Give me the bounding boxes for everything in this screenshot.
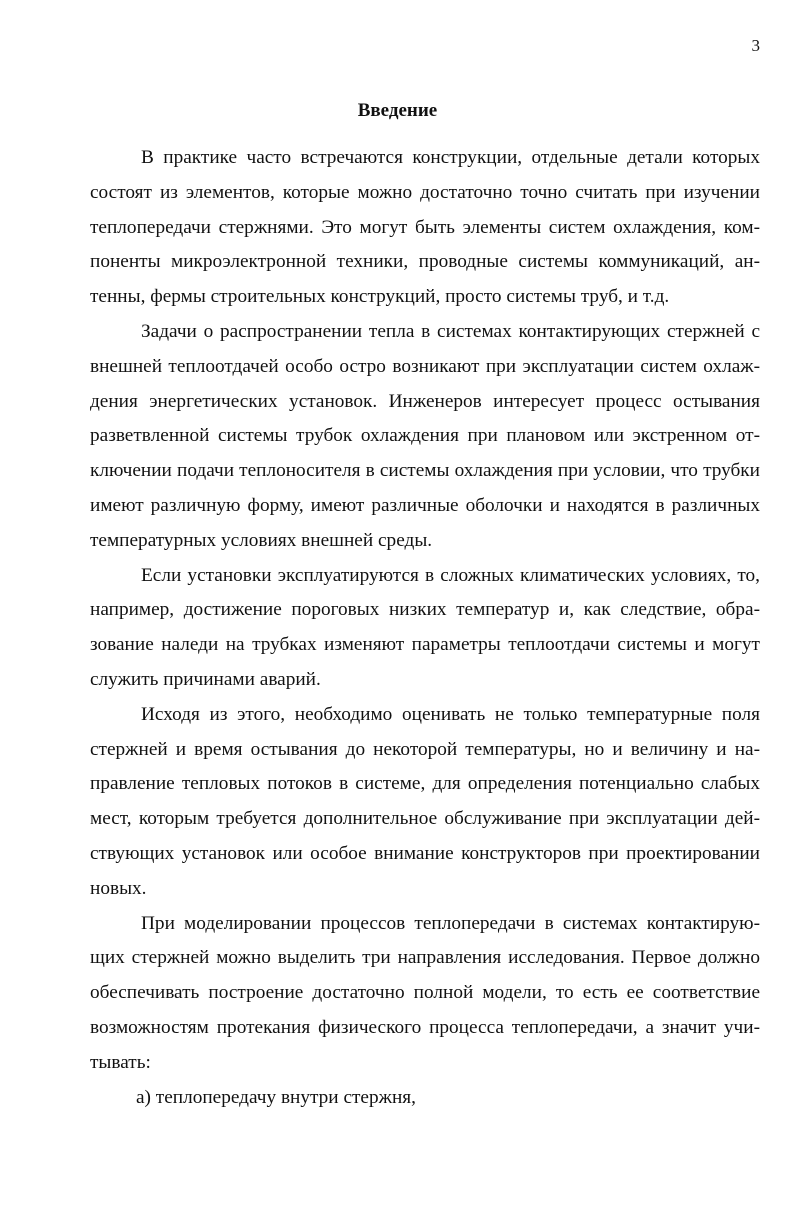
paragraph: Задачи о распространении тепла в системах контактирующих стержней с внешней теплоотдачей особо остро возникают при эксплуатации систем охлаждения энергетических установок. Инженеров интересует процесс остывания разветвленной системы трубок охлаждения при плановом или экстренном отключении подачи теплоносителя в системы охлаждения при условии, что трубки имеют различную форму, имеют различные оболочки и находятся в различных температурных условиях внешней среды. bbox=[90, 320, 760, 551]
list-item: а) теплопередачу внутри стержня, bbox=[136, 1086, 416, 1108]
paragraph: Исходя из этого, необходимо оценивать не только температурные поля стержней и время остывания до некоторой температуры, но и величину и направление тепловых потоков в системе, для определения потенциально слабых мест, которым требуется дополнительное обслуживание при эксплуатации действующих установок или особое внимание конструкторов при проектировании новых. bbox=[90, 703, 760, 899]
paragraph: При моделировании процессов теплопередачи в системах контактирующих стержней можно выделить три направления исследования. Первое должно обеспечивать построение достаточно полной модели, то есть ее соответствие возможностям протекания физического процесса теплопередачи, а значит учитывать: bbox=[90, 912, 760, 1073]
body-text bbox=[90, 141, 760, 1115]
paragraph: В практике часто встречаются конструкции, отдельные детали которых состоят из элементов, которые можно достаточно точно считать при изучении теплопередачи стержнями. Это могут быть элементы систем охлаждения, компоненты микроэлектронной техники, проводные системы коммуникаций, антенны, фермы строительных конструкций, просто системы труб, и т.д. bbox=[90, 147, 760, 308]
paragraph: Если установки эксплуатируются в сложных климатических условиях, то, например, достижение пороговых низких температур и, как следствие, образование наледи на трубках изменяют параметры теплоотдачи системы и могут служить причинами аварий. bbox=[90, 564, 760, 690]
page-number: 3 bbox=[751, 36, 760, 55]
section-title: Введение bbox=[357, 100, 438, 121]
